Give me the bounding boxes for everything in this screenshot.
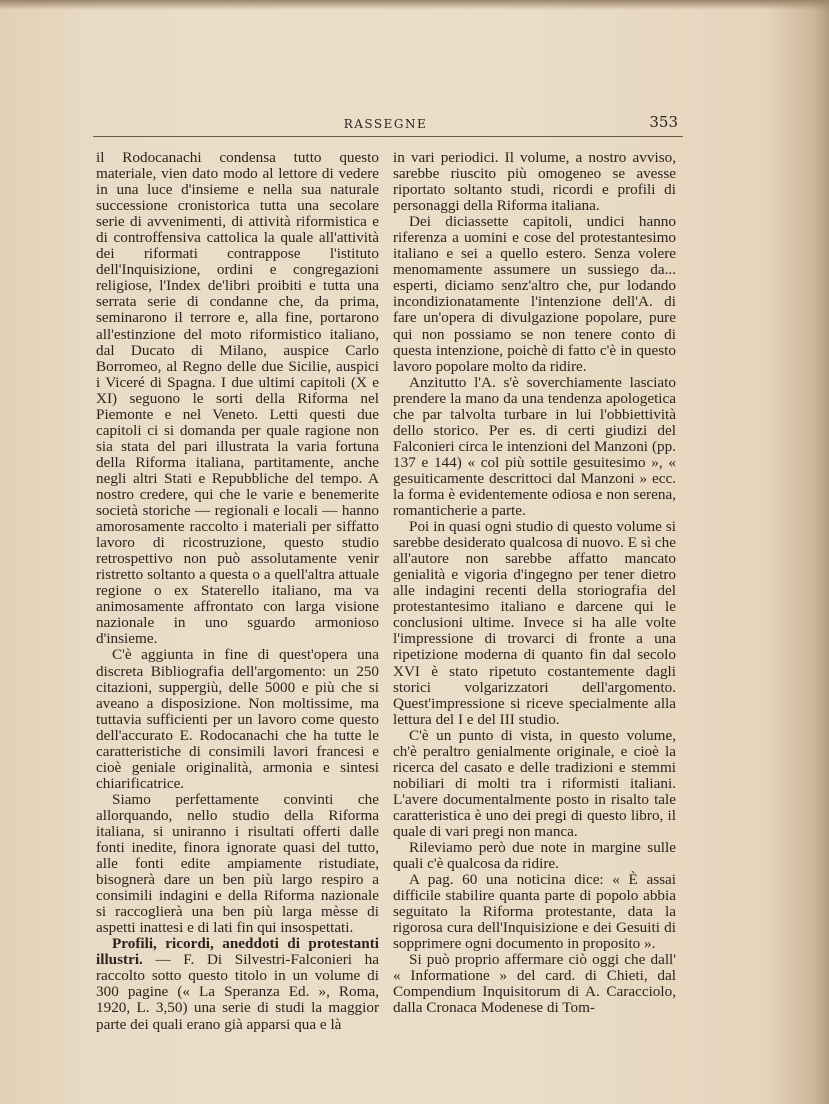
- running-head: RASSEGNE: [343, 117, 428, 131]
- paragraph: C'è un punto di vista, in questo volume, ch'è peraltro genialmente originale, e cioè la ricerca del casato e delle tradizioni e stemmi nobiliari di molti tra i riformisti italiani. L'avere documentalmente posto in risalto tale caratteristica è uno dei pregi di questo libro, il quale di vari pregi non manca.: [393, 726, 676, 840]
- right-column: [393, 150, 676, 1017]
- paragraph: Anzitutto l'A. s'è soverchiamente lasciato prendere la mano da una tendenza apologetica che par talvolta turbare in lui l'obbiettività dello storico. Per es. di certi giudizi del Falconieri circa le intenzioni del Manzoni (pp. 137 e 144) « col più sottile gesuitesimo », « gesuiticamente descrittoci dal Manzoni » ecc. la forma è evidentemente odiosa e non serena, romanticherie a parte.: [393, 373, 676, 520]
- paragraph: in vari periodici. Il volume, a nostro avviso, sarebbe riuscito più omogeneo se avesse riportato soltanto studi, ricordi e profili di personaggi della Riforma italiana.: [393, 149, 676, 215]
- paragraph: C'è aggiunta in fine di quest'opera una discreta Bibliografia dell'argomento: un 250 citazioni, suppergiù, delle 5000 e più che si aveano a disposizione. Non moltissime, ma tuttavia sufficienti per un lavoro come questo dell'accurato E. Rodocanachi che ha tutte le caratteristiche di consimili lavori francesi e cioè geniale originalità, armonia e sintesi chiarificatrice.: [96, 646, 379, 792]
- paragraph: Dei diciassette capitoli, undici hanno riferenza a uomini e cose del protestantesimo italiano e sei a quello estero. Senza volere menomamente assumere un sussiego da... esperti, diciamo senz'altro che, pur lodando incondizionatamente l'intenzione dell'A. di fare un'opera di divulgazione popolare, pure qui non possiamo se non tenere conto di questa intenzione, poichè di fatto c'è in questo lavoro popolare molto da ridire.: [393, 213, 676, 375]
- paragraph: il Rodocanachi condensa tutto questo materiale, vien dato modo al lettore di vedere in una luce d'insieme e nella sua naturale successione cronistorica tutta una secolare serie di avvenimenti, di attività riformistica e di controffensiva cattolica la quale all'attività dei riformati contrappose l'istituto dell'Inquisizione, ordini e congregazioni religiose, l'Index de'libri proibiti e tutta una serrata serie di condanne che, da prima, seminarono il terrore e, alla fine, portarono all'estinzione del moto riformistico italiano, dal Ducato di Milano, auspice Carlo Borromeo, al Regno delle due Sicilie, auspici i Viceré di Spagna. I due ultimi capitoli (X e XI) seguono le sorti della Riforma nel Piemonte e nel Veneto. Letti questi due capitoli ci si domanda per quale ragione non sia stata del pari illustrata la varia fortuna della Riforma italiana, partitamente, anche negli altri Stati e Repubbliche del tempo. A nostro credere, qui che le varie e benemerite società storiche — regionali e locali — hanno amorosamente raccolto i materiali per siffatto lavoro di ricostruzione, questo studio retrospettivo non può assolutamente venir ristretto soltanto a questa o a quell'altra attuale regione o ex Staterello italiano, ma va animosamente affrontato con larga visione nazionale in uno sguardo armonioso d'insieme.: [96, 149, 379, 648]
- paragraph: A pag. 60 una noticina dice: « È assai difficile stabilire quanta parte di popolo abbia seguitato la Riforma protestante, data la rigorosa cura dell'Inquisizione e dei Gesuiti di sopprimere ogni documento in proposito ».: [393, 871, 676, 953]
- paragraph: Poi in quasi ogni studio di questo volume si sarebbe desiderato qualcosa di nuovo. E sì che all'autore non sarebbe affatto mancato genialità e vigoria d'ingegno per tener dietro alle indagini recenti della storiografia del protestantesimo italiano e darcene qui le conclusioni ultime. Invece si ha alle volte l'impressione di trovarci di fronte a una ripetizione moderna di quanto fin dal secolo XVI è stato ripetuto costantemente dagli storici volgarizzatori dell'argomento. Quest'impressione si riceve specialmente alla lettura del I e del III studio.: [393, 518, 676, 728]
- paragraph: Si può proprio affermare ciò oggi che dall' « Informatione » del card. di Chieti, dal Compendium Inquisitorum di A. Caracciolo, dalla Cronaca Modenese di Tom-: [393, 951, 676, 1017]
- page-header: [93, 113, 678, 133]
- paragraph: Rileviamo però due note in margine sulle quali c'è qualcosa da ridire.: [393, 839, 676, 873]
- section-text: — F. Di Silvestri-Falconieri ha raccolto sotto questo titolo in un volume di 300 pagine (« La Speranza Ed. », Roma, 1920, L. 3,50) una serie di studi la maggior parte dei quali erano già apparsi qua e là: [96, 951, 379, 1033]
- header-rule: [93, 136, 683, 137]
- page-number: 353: [649, 113, 678, 131]
- section-title: Profili, ricordi, aneddoti di protestanti illustri.: [96, 935, 379, 969]
- paragraph: Siamo perfettamente convinti che allorquando, nello studio della Riforma italiana, si uniranno i risultati offerti dalle fonti inedite, finora ignorate quasi del tutto, alle fonti edite ampiamente ristudiate, bisognerà dare un ben più largo respiro a consimili indagini e della Riforma nazionale si raccoglierà una ben più larga mèsse di aspetti inattesi e di lati fin qui insospettati.: [96, 790, 379, 937]
- left-column: [96, 150, 379, 1033]
- paragraph: [96, 936, 379, 1032]
